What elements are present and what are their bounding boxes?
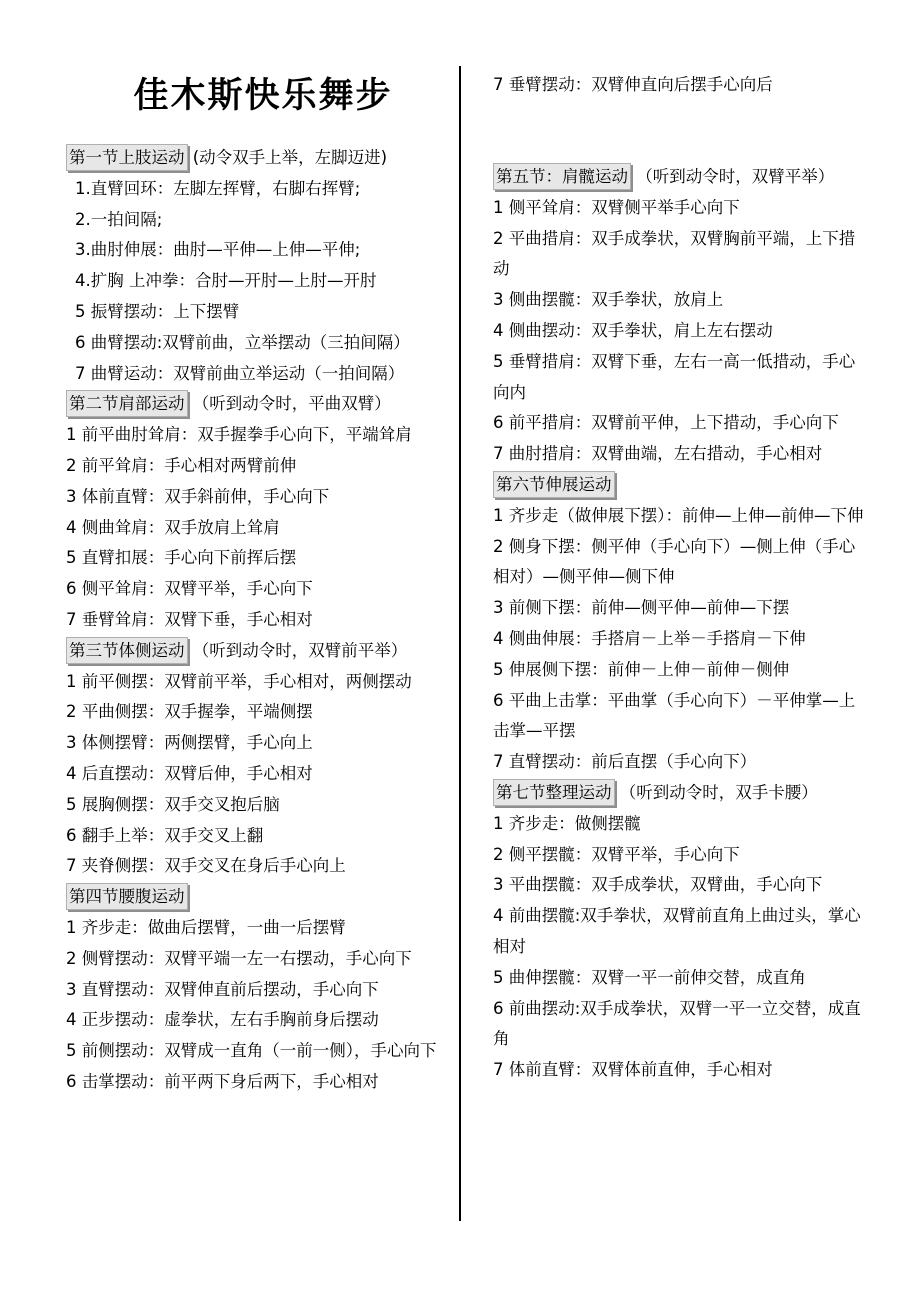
list-item: 2 平曲侧摆：双手握拳，平端侧摆 bbox=[66, 702, 313, 722]
section-5-note: （听到动令时，双臂平举） bbox=[636, 167, 835, 186]
list-item: 2 前平耸肩：手心相对两臂前伸 bbox=[66, 455, 297, 475]
list-item: 2 侧臂摆动：双臂平端一左一右摆动，手心向下 bbox=[66, 948, 412, 968]
list-item: 5 前侧摆动：双臂成一直角（一前一侧），手心向下 bbox=[66, 1041, 437, 1061]
list-item: 5 振臂摆动：上下摆臂 bbox=[75, 301, 240, 321]
list-item: 4 侧曲摆动：双手拳状，肩上左右摆动 bbox=[493, 320, 773, 340]
section-1-heading: 第一节上肢运动 bbox=[66, 144, 188, 171]
list-item: 1 齐步走（做伸展下摆）：前伸—上伸—前伸—下伸 bbox=[493, 505, 864, 525]
section-1-heading-row bbox=[66, 143, 438, 174]
list-item: 1 前平侧摆：双臂前平举，手心相对，两侧摆动 bbox=[66, 671, 412, 691]
list-item: 1 齐步走：做曲后摆臂，一曲一后摆臂 bbox=[66, 917, 346, 937]
right-column bbox=[493, 70, 865, 101]
list-item: 6 平曲上击掌：平曲掌（手心向下）－平伸掌—上击掌—平摆 bbox=[493, 690, 856, 741]
list-item: 4 侧曲耸肩：双手放肩上耸肩 bbox=[66, 517, 280, 537]
list-item: 7 垂臂摆动：双臂伸直向后摆手心向后 bbox=[493, 75, 773, 94]
list-item: 2 侧平摆髋：双臂平举，手心向下 bbox=[493, 844, 740, 864]
list-item: 3 体前直臂：双手斜前伸，手心向下 bbox=[66, 486, 330, 506]
section-7-note: （听到动令时，双手卡腰） bbox=[619, 782, 818, 802]
section-2-heading-row bbox=[66, 389, 438, 420]
list-item: 4 正步摆动：虚拳状，左右手胸前身后摆动 bbox=[66, 1010, 379, 1030]
section-2-note: （听到动令时，平曲双臂） bbox=[192, 394, 391, 414]
list-item: 4 前曲摆髋:双手拳状，双臂前直角上曲过头，掌心相对 bbox=[493, 906, 861, 956]
list-item: 3 平曲摆髋：双手成拳状，双臂曲，手心向下 bbox=[493, 875, 823, 895]
section-4-heading-row bbox=[66, 882, 438, 913]
section-3-heading-row bbox=[66, 636, 438, 667]
section-5-heading: 第五节：肩髋运动 bbox=[493, 163, 631, 190]
list-item: 4 后直摆动：双臂后伸，手心相对 bbox=[66, 763, 313, 783]
section-7-heading: 第七节整理运动 bbox=[493, 779, 615, 806]
list-item: 6 前曲摆动:双手成拳状，双臂一平一立交替，成直角 bbox=[493, 998, 861, 1049]
list-item: 4.扩胸 上冲拳：合肘—开肘—上肘—开肘 bbox=[75, 271, 377, 291]
list-item: 5 垂臂措肩：双臂下垂，左右一高一低措动，手心向内 bbox=[493, 351, 856, 402]
list-item: 5 曲伸摆髋：双臂一平一前伸交替，成直角 bbox=[493, 967, 806, 987]
list-item: 1.直臂回环：左脚左挥臂，右脚右挥臂; bbox=[75, 178, 361, 198]
column-divider bbox=[459, 66, 461, 1221]
section-4-heading: 第四节腰腹运动 bbox=[66, 883, 188, 910]
section-6-heading: 第六节伸展运动 bbox=[493, 471, 615, 498]
list-item: 5 直臂扣展：手心向下前挥后摆 bbox=[66, 548, 297, 568]
section-5-heading-row bbox=[493, 162, 865, 193]
page-title: 佳木斯快乐舞步 bbox=[133, 76, 393, 116]
list-item: 1 侧平耸肩：双臂侧平举手心向下 bbox=[493, 197, 740, 217]
list-item: 5 展胸侧摆：双手交叉抱后脑 bbox=[66, 794, 280, 814]
left-column bbox=[66, 143, 438, 1098]
section-3-heading: 第三节体侧运动 bbox=[66, 637, 188, 664]
list-item: 3 侧曲摆髋：双手拳状，放肩上 bbox=[493, 290, 724, 310]
list-item: 3.曲肘伸展：曲肘—平伸—上伸—平伸; bbox=[75, 240, 361, 260]
list-item: 7 体前直臂：双臂体前直伸，手心相对 bbox=[493, 1060, 773, 1080]
list-item: 7 曲臂运动：双臂前曲立举运动（一拍间隔） bbox=[75, 363, 405, 383]
list-item: 3 前侧下摆：前伸—侧平伸—前伸—下摆 bbox=[493, 598, 790, 618]
list-item: 6 击掌摆动：前平两下身后两下，手心相对 bbox=[66, 1071, 379, 1091]
list-item: 1 齐步走：做侧摆髋 bbox=[493, 813, 641, 833]
list-item: 2.一拍间隔; bbox=[75, 209, 163, 229]
section-6-heading-row bbox=[493, 470, 865, 501]
list-item: 7 垂臂耸肩：双臂下垂，手心相对 bbox=[66, 609, 313, 629]
section-2-heading: 第二节肩部运动 bbox=[66, 390, 188, 417]
list-item: 7 夹脊侧摆：双手交叉在身后手心向上 bbox=[66, 856, 346, 876]
list-item: 6 翻手上举：双手交叉上翻 bbox=[66, 825, 264, 845]
list-item: 3 直臂摆动：双臂伸直前后摆动，手心向下 bbox=[66, 979, 379, 999]
list-item: 5 伸展侧下摆：前伸－上伸－前伸－侧伸 bbox=[493, 659, 790, 679]
list-item: 3 体侧摆臂：两侧摆臂，手心向上 bbox=[66, 733, 313, 753]
list-item: 2 平曲措肩：双手成拳状，双臂胸前平端，上下措动 bbox=[493, 228, 856, 279]
list-item: 7 曲肘措肩：双臂曲端，左右措动，手心相对 bbox=[493, 444, 823, 464]
right-column-sections bbox=[493, 162, 865, 1086]
list-item: 4 侧曲伸展：手搭肩－上举－手搭肩－下伸 bbox=[493, 628, 806, 648]
list-item: 6 侧平耸肩：双臂平举，手心向下 bbox=[66, 579, 313, 599]
list-item: 2 侧身下摆：侧平伸（手心向下）—侧上伸（手心相对）—侧平伸—侧下伸 bbox=[493, 536, 856, 587]
list-item: 7 直臂摆动：前后直摆（手心向下） bbox=[493, 752, 757, 772]
section-3-note: （听到动令时，双臂前平举） bbox=[192, 640, 408, 660]
section-1-note: (动令双手上举，左脚迈进) bbox=[192, 148, 388, 167]
section-7-heading-row bbox=[493, 778, 865, 809]
list-item: 1 前平曲肘耸肩：双手握拳手心向下，平端耸肩 bbox=[66, 425, 412, 445]
list-item: 6 曲臂摆动:双臂前曲，立举摆动（三拍间隔） bbox=[75, 332, 410, 352]
list-item: 6 前平措肩：双臂前平伸，上下措动，手心向下 bbox=[493, 413, 839, 433]
